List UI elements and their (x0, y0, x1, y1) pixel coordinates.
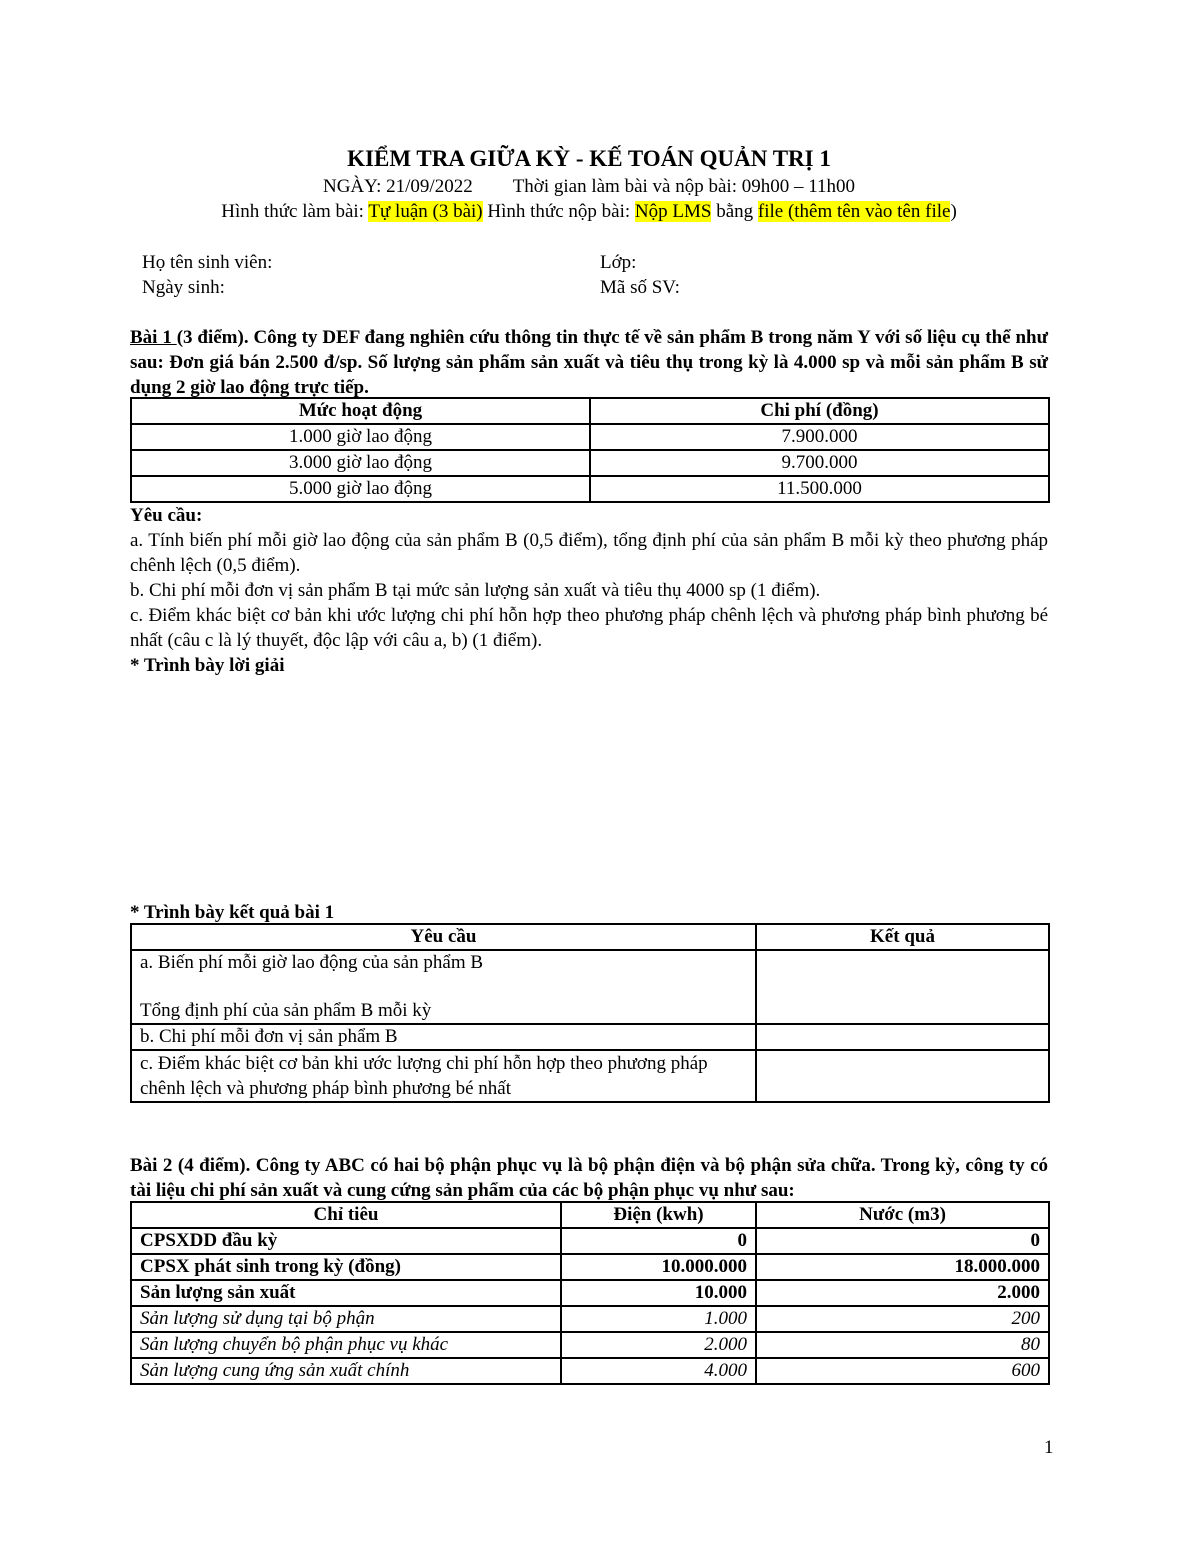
submit-file-highlight: file (thêm tên vào tên file (757, 201, 951, 222)
table-row: CPSX phát sinh trong kỳ (đồng) 10.000.000 18.000.000 (131, 1254, 1049, 1280)
exam-form-line: Hình thức làm bài: Tự luận (3 bài) Hình thức nộp bài: Nộp LMS bằng file (thêm tên vào tên file) (221, 201, 957, 222)
bai2-header-water: Nước (m3) (756, 1202, 1049, 1228)
requirements-title: Yêu cầu: (130, 505, 203, 526)
exam-time: Thời gian làm bài và nộp bài: 09h00 – 11h00 (512, 176, 856, 197)
bai2-header-indicator: Chỉ tiêu (131, 1202, 561, 1228)
solution-heading: * Trình bày lời giải (130, 655, 285, 676)
bai1-intro: Bài 1 (3 điểm). Công ty DEF đang nghiên cứu thông tin thực tế về sản phẩm B trong năm Y với số liệu cụ thể như sau: Đơn giá bán 2.500 đ/sp. Số lượng sản phẩm sản xuất và tiêu thụ trong kỳ là 4.000 sp và mỗi sản phẩm B sử dụng 2 giờ lao động trực tiếp. (130, 327, 1048, 398)
page-number: 1 (1044, 1437, 1054, 1458)
exam-date-line (130, 174, 1048, 199)
table-row: b. Chi phí mỗi đơn vị sản phẩm B (131, 1024, 1049, 1050)
table-row: 5.000 giờ lao động 11.500.000 (131, 476, 1049, 502)
table-row: Sản lượng cung ứng sản xuất chính 4.000 600 (131, 1358, 1049, 1384)
student-id-label: Mã số SV: (600, 277, 680, 298)
table-row: 1.000 giờ lao động 7.900.000 (131, 424, 1049, 450)
exam-title: KIỂM TRA GIỮA KỲ - KẾ TOÁN QUẢN TRỊ 1 (347, 146, 831, 171)
result-cell-a[interactable] (756, 950, 1049, 1024)
result-header-result: Kết quả (756, 924, 1049, 950)
exam-date: NGÀY: 21/09/2022 (322, 176, 473, 197)
table-row: Sản lượng sử dụng tại bộ phận 1.000 200 (131, 1306, 1049, 1332)
result-heading: * Trình bày kết quả bài 1 (130, 902, 335, 923)
bai1-result-table (130, 923, 1050, 1103)
form-value-highlight: Tự luận (3 bài) (368, 201, 483, 222)
student-dob-label: Ngày sinh: (142, 277, 225, 298)
table-row: Sản lượng chuyển bộ phận phục vụ khác 2.000 80 (131, 1332, 1049, 1358)
submit-value-highlight: Nộp LMS (634, 201, 712, 222)
bai2-cost-table (130, 1201, 1050, 1385)
student-class-label: Lớp: (600, 252, 637, 273)
table-row: 3.000 giờ lao động 9.700.000 (131, 450, 1049, 476)
table-row: CPSXDD đầu kỳ 0 0 (131, 1228, 1049, 1254)
bai1-header-activity: Mức hoạt động (131, 398, 590, 424)
result-header-requirement: Yêu cầu (131, 924, 756, 950)
bai2-intro: Bài 2 (4 điểm). Công ty ABC có hai bộ phận phục vụ là bộ phận điện và bộ phận sửa chữa. Trong kỳ, công ty có tài liệu chi phí sản xuất và cung cứng sản phẩm của các bộ phận phục vụ như sau: (130, 1155, 1048, 1201)
requirement-c: c. Điểm khác biệt cơ bản khi ước lượng chi phí hỗn hợp theo phương pháp chênh lệch và phương pháp bình phương bé nhất (câu c là lý thuyết, độc lập với câu a, b) (1 điểm). (130, 605, 1048, 651)
result-cell-b[interactable] (756, 1024, 1049, 1050)
requirement-b: b. Chi phí mỗi đơn vị sản phẩm B tại mức sản lượng sản xuất và tiêu thụ 4000 sp (1 điểm). (130, 580, 821, 601)
bai1-header-cost: Chi phí (đồng) (590, 398, 1049, 424)
table-row: c. Điểm khác biệt cơ bản khi ước lượng chi phí hỗn hợp theo phương pháp chênh lệch và phương pháp bình phương bé nhất (131, 1050, 1049, 1102)
table-row: a. Biến phí mỗi giờ lao động của sản phẩm B Tổng định phí của sản phẩm B mỗi kỳ (131, 950, 1049, 1024)
student-name-label: Họ tên sinh viên: (142, 252, 273, 273)
bai1-cost-table (130, 397, 1050, 503)
table-row: Sản lượng sản xuất 10.000 2.000 (131, 1280, 1049, 1306)
bai1-label: Bài 1 (130, 327, 177, 348)
bai2-header-electric: Điện (kwh) (561, 1202, 756, 1228)
requirement-a: a. Tính biến phí mỗi giờ lao động của sản phẩm B (0,5 điểm), tổng định phí của sản phẩm B mỗi kỳ theo phương pháp chênh lệch (0,5 điểm). (130, 530, 1048, 576)
result-cell-c[interactable] (756, 1050, 1049, 1102)
